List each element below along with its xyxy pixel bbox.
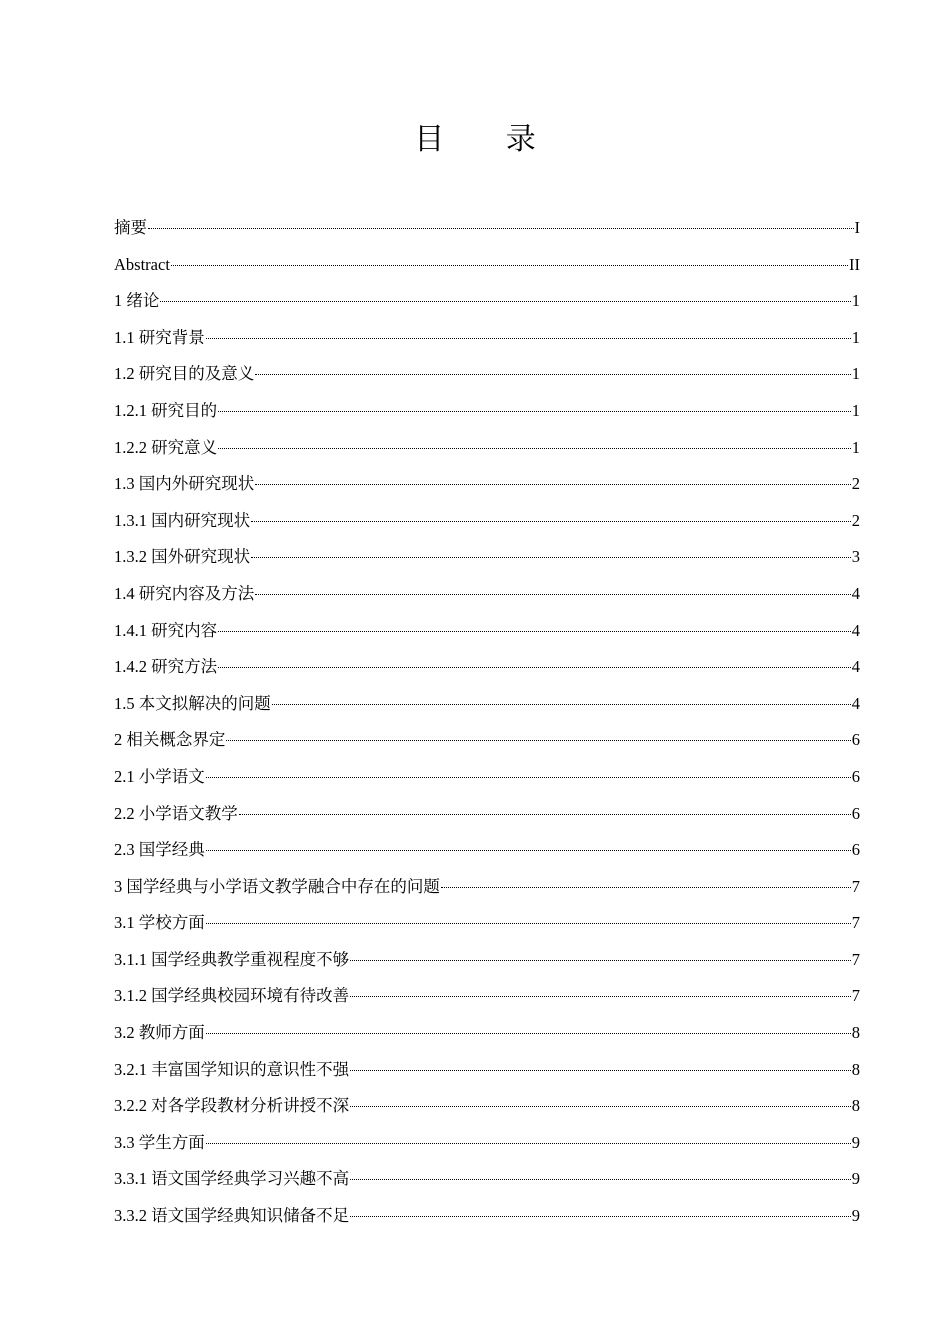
toc-entry[interactable] bbox=[114, 539, 860, 576]
toc-entry[interactable] bbox=[114, 210, 860, 247]
toc-entry-label: 3.3.2 语文国学经典知识储备不足 bbox=[114, 1206, 350, 1226]
toc-dot-leader bbox=[206, 1033, 851, 1034]
toc-entry-label: 1.4.1 研究内容 bbox=[114, 620, 218, 640]
toc-entry-page-number: 8 bbox=[851, 1096, 860, 1116]
toc-entry-label: 1.4 研究内容及方法 bbox=[114, 583, 255, 603]
toc-dot-leader bbox=[171, 265, 848, 266]
toc-dot-leader bbox=[255, 594, 851, 595]
toc-entry[interactable] bbox=[114, 356, 860, 393]
toc-entry[interactable] bbox=[114, 247, 860, 284]
toc-entry-label: 1.1 研究背景 bbox=[114, 327, 205, 347]
toc-entry-label: 1.3 国内外研究现状 bbox=[114, 474, 255, 494]
toc-entry[interactable] bbox=[114, 1015, 860, 1052]
toc-dot-leader bbox=[272, 704, 851, 705]
toc-entry-page-number: 1 bbox=[851, 437, 860, 457]
toc-dot-leader bbox=[251, 557, 851, 558]
toc-entry-label: 3 国学经典与小学语文教学融合中存在的问题 bbox=[114, 876, 440, 896]
toc-entry-page-number: 2 bbox=[851, 510, 860, 530]
toc-dot-leader bbox=[350, 1179, 851, 1180]
toc-entry-label: 2.1 小学语文 bbox=[114, 766, 205, 786]
toc-entry[interactable] bbox=[114, 869, 860, 906]
toc-dot-leader bbox=[206, 338, 851, 339]
toc-entry-page-number: 2 bbox=[851, 474, 860, 494]
toc-entry[interactable] bbox=[114, 686, 860, 723]
toc-entry-page-number: 8 bbox=[851, 1059, 860, 1079]
toc-dot-leader bbox=[206, 923, 851, 924]
toc-entry[interactable] bbox=[114, 576, 860, 613]
toc-entry[interactable] bbox=[114, 320, 860, 357]
toc-entry-label: 摘要 bbox=[114, 218, 147, 237]
toc-entry[interactable] bbox=[114, 832, 860, 869]
toc-entry[interactable] bbox=[114, 1198, 860, 1235]
toc-entry[interactable] bbox=[114, 649, 860, 686]
toc-entry[interactable] bbox=[114, 759, 860, 796]
toc-dot-leader bbox=[350, 960, 851, 961]
toc-entry[interactable] bbox=[114, 466, 860, 503]
toc-dot-leader bbox=[160, 301, 850, 302]
toc-entry-page-number: 1 bbox=[851, 400, 860, 420]
toc-entry-page-number: 9 bbox=[851, 1169, 860, 1189]
toc-entry[interactable] bbox=[114, 942, 860, 979]
toc-entry-label: 1.3.1 国内研究现状 bbox=[114, 510, 251, 530]
toc-entry-page-number: I bbox=[854, 218, 860, 237]
toc-entry-label: 1.4.2 研究方法 bbox=[114, 657, 218, 677]
toc-entry-label: 3.2.1 丰富国学知识的意识性不强 bbox=[114, 1059, 350, 1079]
toc-dot-leader bbox=[350, 1070, 851, 1071]
toc-entry-label: 3.1.1 国学经典教学重视程度不够 bbox=[114, 949, 350, 969]
toc-entry-page-number: 6 bbox=[851, 803, 860, 823]
toc-entry[interactable] bbox=[114, 283, 860, 320]
toc-dot-leader bbox=[255, 484, 851, 485]
toc-entry-label: 1.2.1 研究目的 bbox=[114, 400, 218, 420]
toc-entry-label: 1.2.2 研究意义 bbox=[114, 437, 218, 457]
toc-entry[interactable] bbox=[114, 503, 860, 540]
toc-dot-leader bbox=[239, 814, 851, 815]
toc-entry-label: 2 相关概念界定 bbox=[114, 730, 226, 750]
toc-entry[interactable] bbox=[114, 1161, 860, 1198]
toc-entry-label: 3.3 学生方面 bbox=[114, 1132, 205, 1152]
toc-entry-page-number: 1 bbox=[851, 327, 860, 347]
toc-entry-page-number: 3 bbox=[851, 547, 860, 567]
toc-entry-label: 3.1 学校方面 bbox=[114, 913, 205, 933]
toc-entry-page-number: 8 bbox=[851, 1023, 860, 1043]
toc-entry[interactable] bbox=[114, 1125, 860, 1162]
toc-entry[interactable] bbox=[114, 1052, 860, 1089]
toc-entry-page-number: 1 bbox=[851, 364, 860, 384]
toc-entry[interactable] bbox=[114, 978, 860, 1015]
toc-dot-leader bbox=[441, 887, 851, 888]
toc-entry-page-number: 6 bbox=[851, 730, 860, 750]
toc-title: 目 录 bbox=[414, 122, 562, 157]
toc-entry-page-number: II bbox=[849, 254, 860, 274]
toc-dot-leader bbox=[218, 448, 851, 449]
toc-entry-page-number: 4 bbox=[851, 693, 860, 713]
toc-entry[interactable] bbox=[114, 430, 860, 467]
toc-entry-label: 3.2 教师方面 bbox=[114, 1023, 205, 1043]
toc-entry-page-number: 6 bbox=[851, 766, 860, 786]
toc-entry-label: 2.2 小学语文教学 bbox=[114, 803, 238, 823]
toc-dot-leader bbox=[206, 850, 851, 851]
toc-dot-leader bbox=[218, 631, 851, 632]
toc-entry-page-number: 9 bbox=[851, 1206, 860, 1226]
toc-entry[interactable] bbox=[114, 393, 860, 430]
toc-dot-leader bbox=[226, 740, 850, 741]
toc-entry-label: 1.3.2 国外研究现状 bbox=[114, 547, 251, 567]
toc-entry[interactable] bbox=[114, 722, 860, 759]
toc-entry-label: 3.1.2 国学经典校园环境有待改善 bbox=[114, 986, 350, 1006]
toc-entry[interactable] bbox=[114, 905, 860, 942]
toc-entry-page-number: 7 bbox=[851, 949, 860, 969]
toc-dot-leader bbox=[206, 1143, 851, 1144]
toc-dot-leader bbox=[206, 777, 851, 778]
toc-dot-leader bbox=[218, 667, 851, 668]
toc-dot-leader bbox=[350, 1216, 851, 1217]
toc-entry-label: 3.2.2 对各学段教材分析讲授不深 bbox=[114, 1096, 350, 1116]
toc-entry-label: 1 绪论 bbox=[114, 291, 160, 311]
toc-entry-page-number: 7 bbox=[851, 986, 860, 1006]
toc-list bbox=[114, 210, 860, 1235]
toc-dot-leader bbox=[251, 521, 851, 522]
toc-entry-page-number: 4 bbox=[851, 657, 860, 677]
toc-dot-leader bbox=[148, 228, 854, 229]
toc-entry-page-number: 7 bbox=[851, 876, 860, 896]
toc-entry-page-number: 4 bbox=[851, 583, 860, 603]
toc-dot-leader bbox=[350, 1106, 851, 1107]
toc-entry-page-number: 4 bbox=[851, 620, 860, 640]
toc-entry-label: 3.3.1 语文国学经典学习兴趣不高 bbox=[114, 1169, 350, 1189]
toc-entry[interactable] bbox=[114, 796, 860, 833]
toc-entry-page-number: 1 bbox=[851, 291, 860, 311]
toc-entry-page-number: 9 bbox=[851, 1132, 860, 1152]
toc-entry-label: 2.3 国学经典 bbox=[114, 840, 205, 860]
toc-dot-leader bbox=[218, 411, 851, 412]
toc-entry-page-number: 7 bbox=[851, 913, 860, 933]
toc-entry[interactable] bbox=[114, 1088, 860, 1125]
toc-entry-label: 1.5 本文拟解决的问题 bbox=[114, 693, 271, 713]
toc-entry[interactable] bbox=[114, 613, 860, 650]
toc-dot-leader bbox=[255, 374, 851, 375]
toc-entry-page-number: 6 bbox=[851, 840, 860, 860]
toc-dot-leader bbox=[350, 996, 851, 997]
toc-entry-label: 1.2 研究目的及意义 bbox=[114, 364, 255, 384]
toc-entry-label: Abstract bbox=[114, 254, 170, 274]
